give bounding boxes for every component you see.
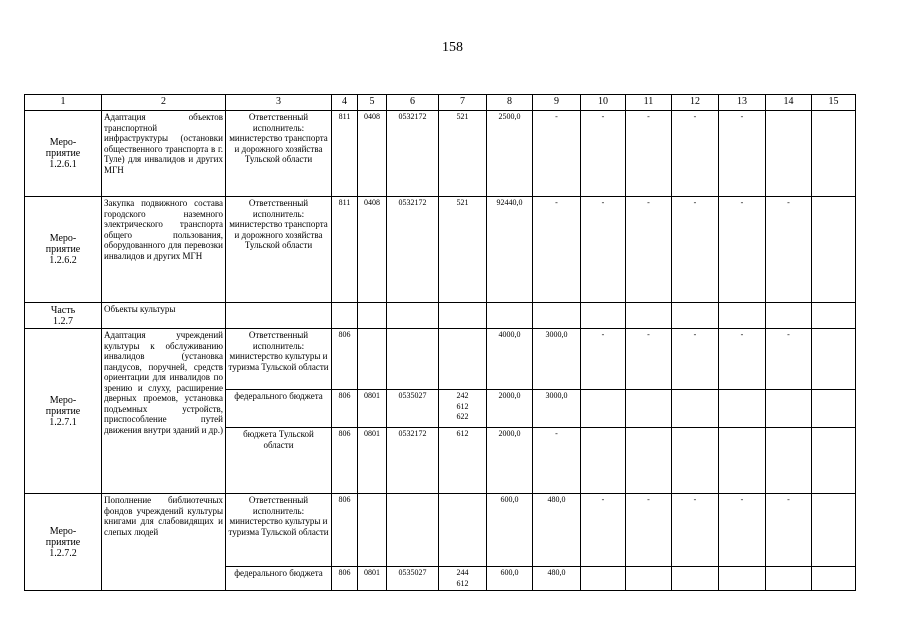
cell-c8: 2500,0 [487, 111, 533, 197]
cell-c9: 480,0 [533, 494, 581, 567]
cell-c11: - [626, 494, 672, 567]
cell-c7: 242 612 622 [439, 390, 487, 428]
cell-c8: 600,0 [487, 494, 533, 567]
header-cell: 14 [766, 95, 812, 111]
row-responsible: бюджета Тульской области [226, 428, 332, 494]
cell-c4: 811 [332, 111, 358, 197]
header-cell: 2 [102, 95, 226, 111]
row-label: Часть 1.2.7 [25, 303, 102, 329]
table-row [25, 329, 856, 390]
cell-c13: - [719, 111, 766, 197]
cell-c4: 806 [332, 494, 358, 567]
row-responsible: федерального бюджета [226, 567, 332, 591]
cell-c9: 3000,0 [533, 329, 581, 390]
cell-c6 [387, 329, 439, 390]
header-cell: 3 [226, 95, 332, 111]
cell-c15 [812, 111, 856, 197]
cell-c5: 0801 [358, 428, 387, 494]
cell-c6 [387, 494, 439, 567]
cell-c4: 806 [332, 390, 358, 428]
cell-c14: - [766, 197, 812, 303]
row-label: Меро- приятие 1.2.6.1 [25, 111, 102, 197]
header-cell: 15 [812, 95, 856, 111]
cell-c10: - [581, 111, 626, 197]
cell-c7: 521 [439, 197, 487, 303]
cell-c10: - [581, 197, 626, 303]
cell-c4: 811 [332, 197, 358, 303]
cell-c4: 806 [332, 567, 358, 591]
header-cell: 12 [672, 95, 719, 111]
page-number: 158 [442, 40, 463, 55]
cell-c13: - [719, 329, 766, 390]
row-description: Объекты культуры [102, 303, 226, 329]
cell-c7: 244 612 [439, 567, 487, 591]
table-row [25, 197, 856, 303]
program-table [24, 94, 856, 591]
cell-c7 [439, 494, 487, 567]
cell-c9: - [533, 111, 581, 197]
row-responsible: Ответственный исполнитель: министерство транспорта и дорожного хозяйства Тульской области [226, 111, 332, 197]
table-row [25, 494, 856, 567]
cell-c6: 0535027 [387, 390, 439, 428]
cell-c5: 0801 [358, 567, 387, 591]
header-cell: 5 [358, 95, 387, 111]
cell-c11: - [626, 197, 672, 303]
row-description: Адаптация объектов транспортной инфраструктуры (остановки общественного транспорта в г. Туле) для инвалидов и других МГН [102, 111, 226, 197]
cell-c12: - [672, 111, 719, 197]
table-row [25, 303, 856, 329]
header-cell: 10 [581, 95, 626, 111]
cell-c14: - [766, 494, 812, 567]
row-responsible: Ответственный исполнитель: министерство культуры и туризма Тульской области [226, 329, 332, 390]
cell-c8: 4000,0 [487, 329, 533, 390]
cell-c9: 3000,0 [533, 390, 581, 428]
cell-c5: 0408 [358, 197, 387, 303]
cell-c15 [812, 197, 856, 303]
cell-c5 [358, 329, 387, 390]
cell-c9: - [533, 428, 581, 494]
cell-c4: 806 [332, 428, 358, 494]
cell-c8: 92440,0 [487, 197, 533, 303]
row-label: Меро- приятие 1.2.7.2 [25, 494, 102, 591]
cell-c8: 2000,0 [487, 428, 533, 494]
cell-c11: - [626, 329, 672, 390]
cell-c14 [766, 111, 812, 197]
row-responsible: федерального бюджета [226, 390, 332, 428]
table-row [25, 111, 856, 197]
cell-c4: 806 [332, 329, 358, 390]
cell-c7: 521 [439, 111, 487, 197]
header-cell: 7 [439, 95, 487, 111]
header-row [25, 95, 856, 111]
cell-c12: - [672, 329, 719, 390]
cell-c5 [358, 494, 387, 567]
cell-c6: 0532172 [387, 111, 439, 197]
cell-c7: 612 [439, 428, 487, 494]
cell-c8: 600,0 [487, 567, 533, 591]
row-label: Меро- приятие 1.2.7.1 [25, 329, 102, 494]
cell-c6: 0532172 [387, 428, 439, 494]
row-label: Меро- приятие 1.2.6.2 [25, 197, 102, 303]
cell-c5: 0408 [358, 111, 387, 197]
cell-c13: - [719, 197, 766, 303]
header-cell: 4 [332, 95, 358, 111]
cell-c10: - [581, 494, 626, 567]
cell-c11: - [626, 111, 672, 197]
cell-c6: 0535027 [387, 567, 439, 591]
cell-c14: - [766, 329, 812, 390]
row-responsible: Ответственный исполнитель: министерство культуры и туризма Тульской области [226, 494, 332, 567]
cell-c9: - [533, 197, 581, 303]
header-cell: 11 [626, 95, 672, 111]
cell-c8: 2000,0 [487, 390, 533, 428]
cell-c10: - [581, 329, 626, 390]
row-description: Пополнение библиотечных фондов учреждений культуры книгами для слабовидящих и слепых людей [102, 494, 226, 591]
cell-c9: 480,0 [533, 567, 581, 591]
cell-c7 [439, 329, 487, 390]
header-cell: 9 [533, 95, 581, 111]
row-description: Закупка подвижного состава городского наземного электрического транспорта общего пользования, оборудованного для перевозки инвалидов и других МГН [102, 197, 226, 303]
header-cell: 13 [719, 95, 766, 111]
header-cell: 1 [25, 95, 102, 111]
cell-c6: 0532172 [387, 197, 439, 303]
header-cell: 6 [387, 95, 439, 111]
cell-c12: - [672, 197, 719, 303]
cell-c15 [812, 329, 856, 390]
row-responsible: Ответственный исполнитель: министерство транспорта и дорожного хозяйства Тульской области [226, 197, 332, 303]
cell-c5: 0801 [358, 390, 387, 428]
row-description: Адаптация учреждений культуры к обслуживанию инвалидов (установка пандусов, поручней, средств ориентации для инвалидов по зрению и слуху, расширение дверных проемов, установка подъемных устройств, приспособление путей движения внутри зданий и др.) [102, 329, 226, 494]
cell-c15 [812, 494, 856, 567]
cell-c12: - [672, 494, 719, 567]
header-cell: 8 [487, 95, 533, 111]
cell-c13: - [719, 494, 766, 567]
